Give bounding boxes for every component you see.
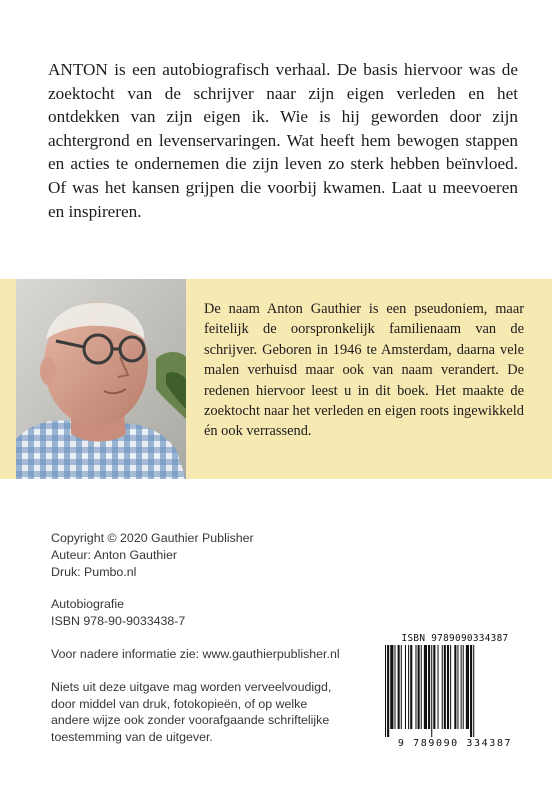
author-bio: De naam Anton Gauthier is een pseudoniem, maar feitelijk de oorspronkelijk familienaam van de schrijver. Geboren in 1946 te Amsterdam, daarna vele malen verhuisd maar ook van naam verandert. De redenen hiervoor leest u in dit boek. Het maakte de zoektocht naar het verleden en eigen roots ingewikkeld én ook verrassend. [204,301,524,440]
barcode-bar [410,645,412,729]
barcode-bar [442,645,443,729]
genre-line: Autobiografie [51,597,125,612]
barcode-bar [387,645,389,737]
barcode-bar [461,645,462,729]
barcode-bar [447,645,449,729]
spacer [51,630,371,646]
spacer [51,663,371,679]
rights-line: door middel van druk, fotokopieën, of op welke [51,696,308,711]
barcode-bar [470,645,472,737]
barcode-bar [457,645,458,729]
colophon [51,530,371,746]
rights-line: andere wijze ook zonder voorafgaande schriftelijke [51,713,330,728]
barcode-bar [385,645,386,737]
copyright-line: Copyright © 2020 Gauthier Publisher [51,531,254,545]
barcode-bar [463,645,464,729]
barcode-bar [428,645,430,729]
barcode-bar [418,645,420,729]
author-portrait-image [16,279,186,479]
spacer [51,580,371,596]
barcode-bars [381,645,529,737]
barcode-bar [444,645,446,729]
barcode-bar [424,645,427,729]
barcode-bar [431,645,432,737]
barcode-bar [473,645,474,737]
barcode-bar [408,645,409,729]
barcode-bar [433,645,435,729]
isbn-barcode [380,632,528,748]
barcode-isbn-label: ISBN 9789090334387 [401,633,509,644]
barcode-bar [421,645,422,729]
rights-line: toestemming van de uitgever. [51,730,213,745]
isbn-line: ISBN 978-90-9033438-7 [51,614,186,629]
barcode-bar [401,645,402,729]
barcode-bar [438,645,439,729]
back-cover-blurb: ANTON is een autobiografisch verhaal. De basis hiervoor was de zoektocht van de schrijver naar zijn eigen verleden en het ontdekken van zijn eigen ik. Wie is hij geworden door zijn achtergrond en levenservaringen. Wat heeft hem bewogen stappen en acties te ondernemen die zijn leven zo sterk hebben beïnvloed. Of was het kansen grijpen die voorbij kwamen. Laat u meevoeren en inspireren. [48,60,518,221]
barcode-bar [415,645,416,729]
barcode-bar [390,645,393,729]
author-line: Auteur: Anton Gauthier [51,547,178,562]
author-photo [16,279,186,479]
rights-line: Niets uit deze uitgave mag worden verveelvoudigd, [51,679,332,694]
barcode-bar [394,645,395,729]
barcode-bar [454,645,456,729]
barcode-digits: 9 789090 334387 [397,738,513,749]
barcode-bar [398,645,400,729]
barcode-bar [466,645,469,729]
print-line: Druk: Pumbo.nl [51,564,137,579]
info-line: Voor nadere informatie zie: www.gauthierpublisher.nl [51,646,340,661]
barcode-bar [450,645,451,729]
barcode-bar [405,645,406,729]
